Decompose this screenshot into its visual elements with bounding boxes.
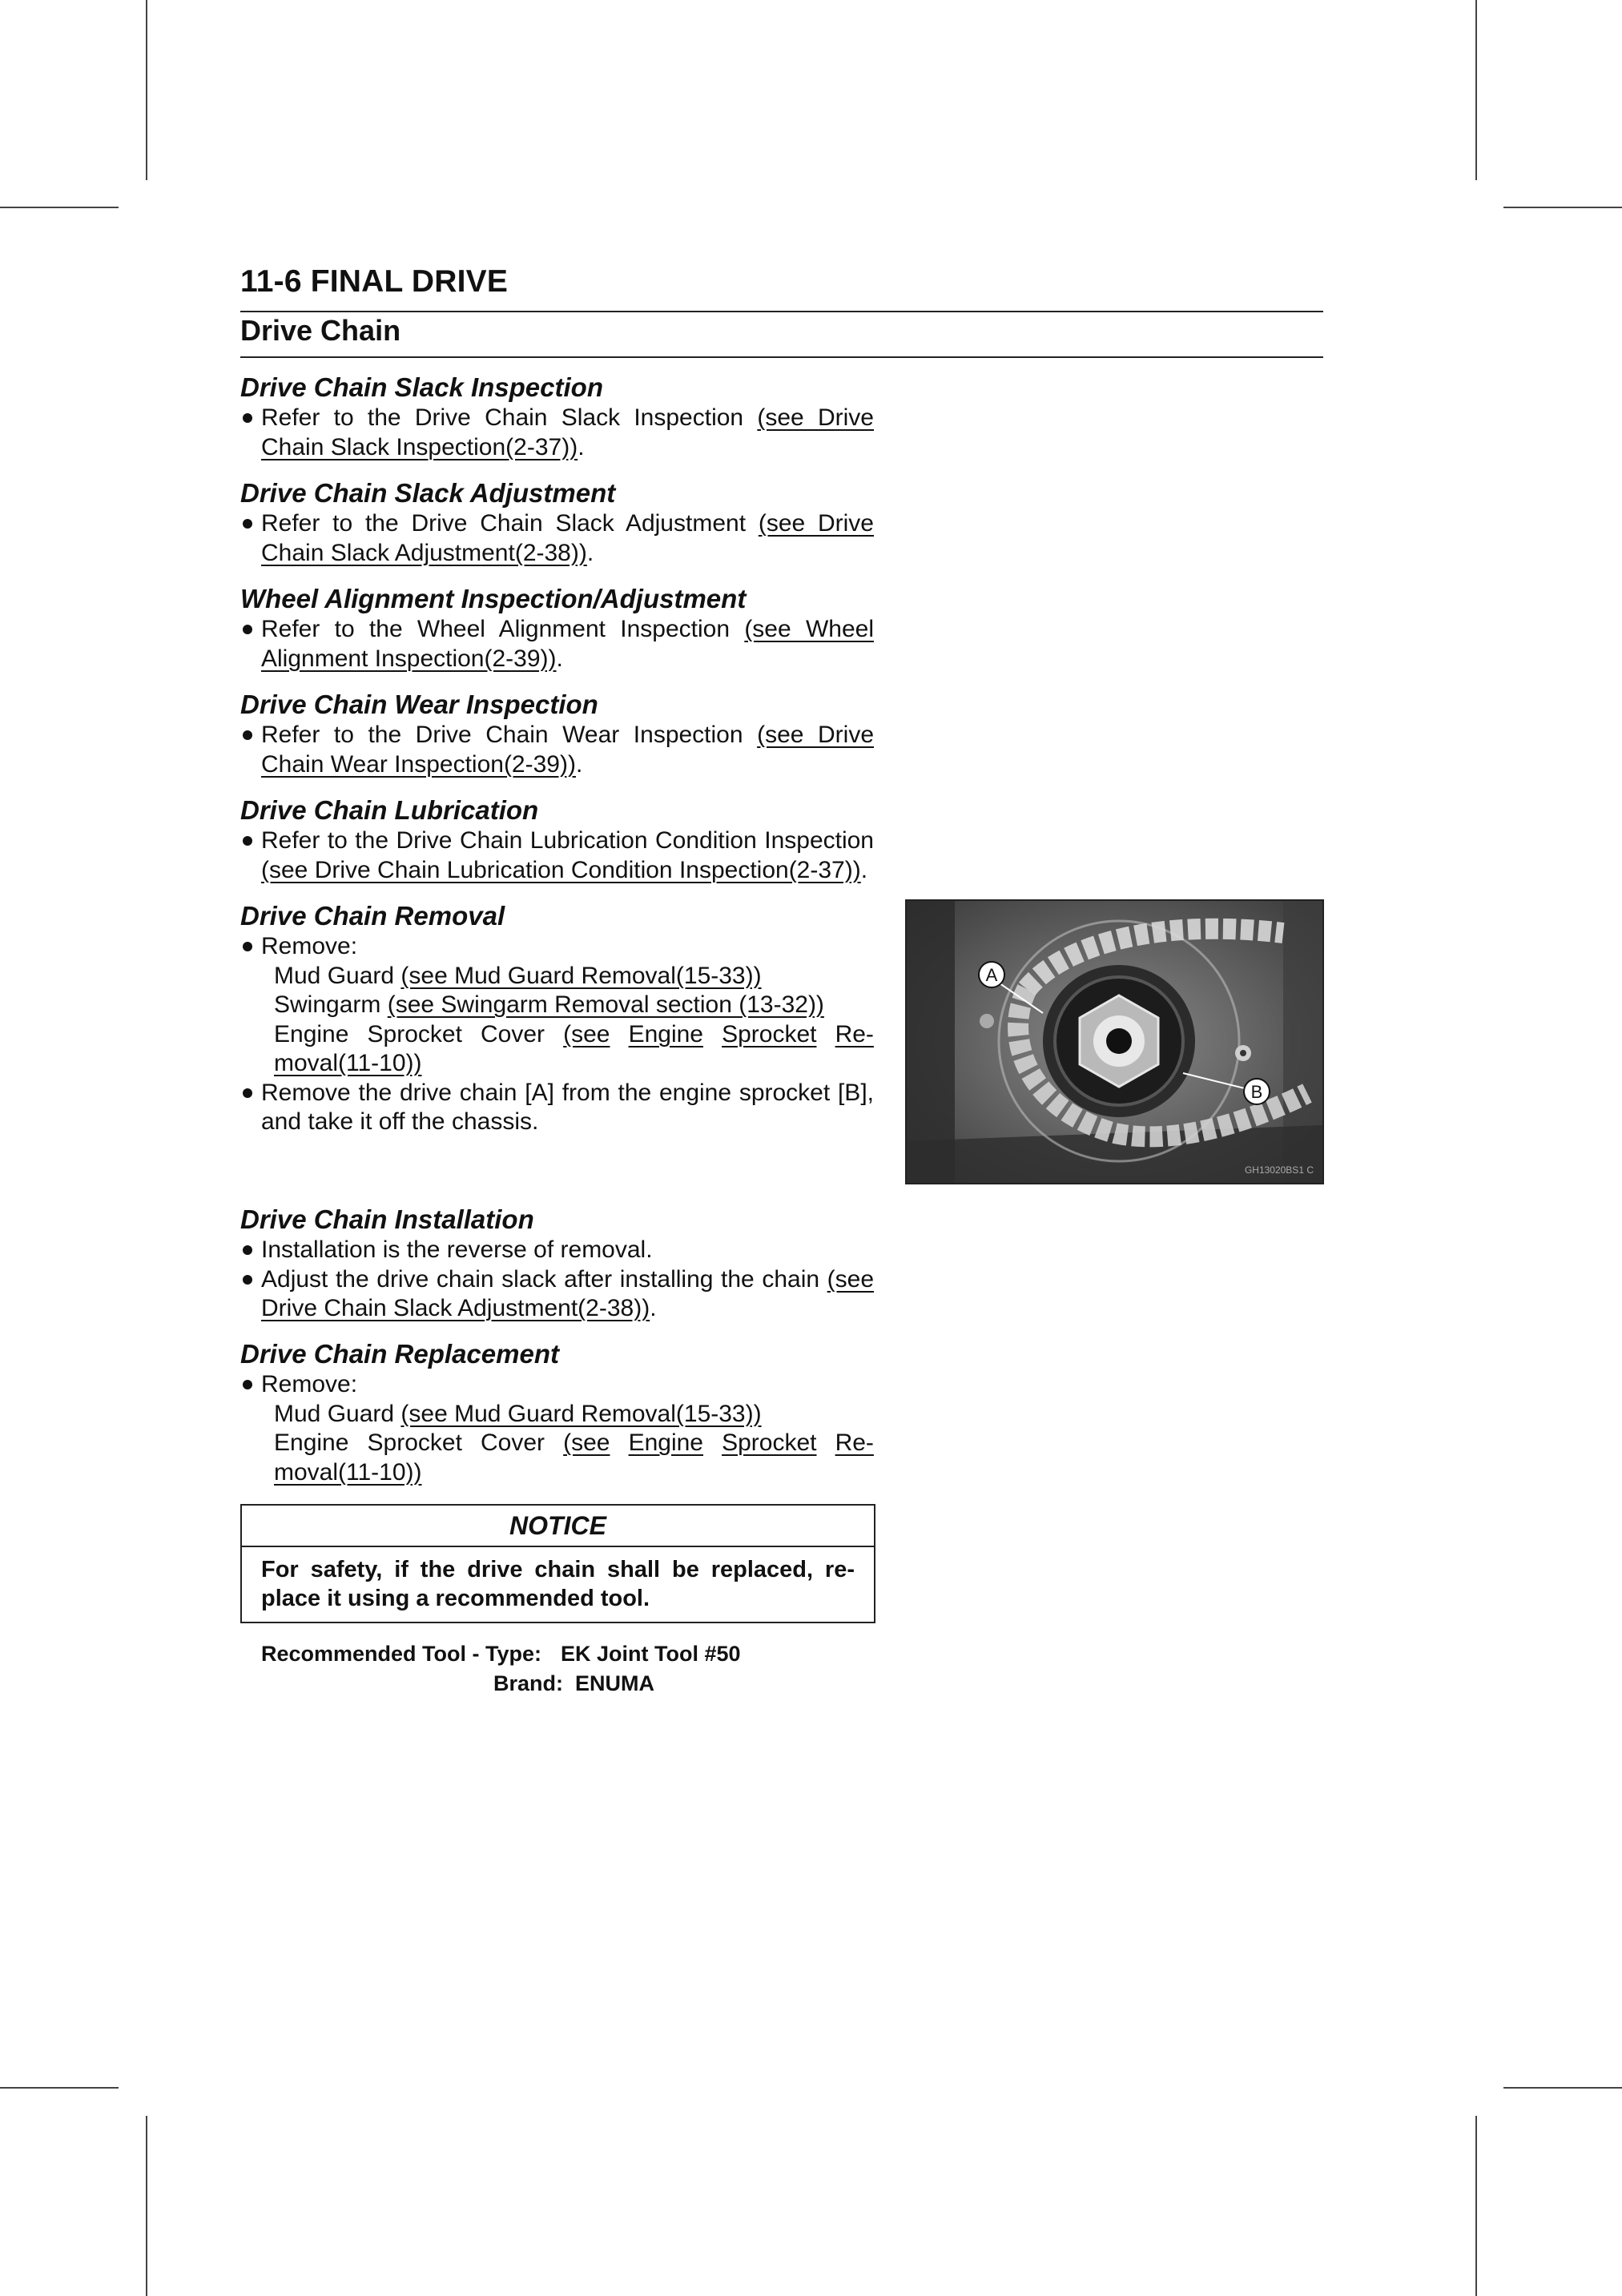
notice-title: NOTICE: [242, 1506, 874, 1547]
wheel-alignment-heading: Wheel Alignment Inspection/Adjustment: [240, 584, 747, 613]
slack-inspection-section: [240, 372, 874, 462]
xref-link[interactable]: Chain Slack Adjustment(2-38)): [261, 539, 587, 566]
xref-link[interactable]: Alignment Inspection(2-39)): [261, 645, 557, 672]
crop-mark: [1503, 2087, 1622, 2089]
removal-heading: Drive Chain Removal: [240, 901, 505, 931]
xref-link[interactable]: (see Drive Chain Lubrication Condition Inspection(2-37)): [261, 856, 861, 883]
callout-label-b: B: [1250, 1082, 1263, 1102]
crop-mark: [0, 2087, 119, 2089]
tool-brand-label: Brand:: [493, 1671, 563, 1695]
xref-link[interactable]: (see Drive: [757, 404, 874, 431]
bullet-icon: [243, 942, 252, 951]
bullet-icon: [243, 1245, 252, 1255]
crop-mark: [1475, 2116, 1477, 2296]
engine-sprocket-illustration: [907, 901, 1322, 1183]
xref-link[interactable]: (see Wheel: [744, 616, 874, 642]
bullet-icon: [243, 413, 252, 423]
crop-mark: [146, 0, 147, 180]
xref-link[interactable]: (see Swingarm Removal section (13-32)): [387, 991, 824, 1018]
xref-link[interactable]: (see Drive: [757, 722, 875, 748]
xref-link[interactable]: Chain Slack Inspection(2-37)): [261, 433, 578, 460]
list-item: Adjust the drive chain slack after installing the chain (see Drive Chain Slack Adjustment(2-38)).: [240, 1265, 874, 1324]
xref-link[interactable]: (see Drive: [758, 510, 874, 537]
crop-mark: [1475, 0, 1477, 180]
list-item: Refer to the Drive Chain Slack Adjustment (see Drive Chain Slack Adjustment(2-38)).: [240, 509, 874, 568]
page-title: 11-6 FINAL DRIVE: [240, 264, 509, 299]
crop-mark: [1503, 207, 1622, 208]
list-item: Installation is the reverse of removal.: [240, 1236, 874, 1265]
bullet-icon: [243, 625, 252, 634]
notice-body: For safety, if the drive chain shall be replaced, re-place it using a recommended tool.: [261, 1557, 855, 1611]
xref-link[interactable]: Chain Wear Inspection(2-39)): [261, 750, 576, 778]
list-item: Refer to the Drive Chain Lubrication Condition Inspection (see Drive Chain Lubrication Condition Inspection(2-37)).: [240, 826, 874, 885]
replacement-heading: Drive Chain Replacement: [240, 1339, 559, 1369]
slack-inspection-heading: Drive Chain Slack Inspection: [240, 372, 603, 402]
photo-code: GH13020BS1 C: [1244, 1164, 1314, 1176]
list-item: Remove: Mud Guard (see Mud Guard Removal(15-33)) Swingarm (see Swingarm Removal section (13-32)) Engine Sprocket Cover (see Engine Sprocket Re- moval(11-10)): [240, 932, 874, 1079]
tool-type-label: Recommended Tool - Type:: [261, 1642, 542, 1666]
xref-link[interactable]: (see Mud Guard Removal(15-33)): [400, 1400, 762, 1427]
lubrication-heading: Drive Chain Lubrication: [240, 795, 539, 825]
wear-inspection-section: [240, 689, 874, 779]
slack-adjustment-heading: Drive Chain Slack Adjustment: [240, 478, 616, 508]
bullet-icon: [243, 1088, 252, 1098]
list-item: Refer to the Drive Chain Wear Inspection (see Drive Chain Wear Inspection(2-39)).: [240, 721, 874, 779]
xref-link[interactable]: Re-: [835, 1020, 874, 1047]
bullet-icon: [243, 519, 252, 529]
list-item: Refer to the Drive Chain Slack Inspection (see Drive Chain Slack Inspection(2-37)).: [240, 404, 874, 462]
section-title: Drive Chain: [240, 314, 401, 347]
crop-mark: [146, 2116, 147, 2296]
xref-link[interactable]: Engine: [628, 1429, 703, 1456]
xref-link[interactable]: moval(11-10)): [274, 1050, 422, 1076]
wear-inspection-heading: Drive Chain Wear Inspection: [240, 690, 598, 719]
header-rule: [240, 311, 1323, 312]
lubrication-section: [240, 794, 874, 885]
bullet-icon: [243, 730, 252, 740]
list-item: Remove: Mud Guard (see Mud Guard Removal(15-33)) Engine Sprocket Cover (see Engine Sprocket Re- moval(11-10)): [240, 1370, 874, 1487]
xref-link[interactable]: Re-: [835, 1429, 874, 1456]
crop-mark: [0, 207, 119, 208]
callout-label-a: A: [985, 965, 998, 985]
xref-link[interactable]: (see: [827, 1265, 874, 1293]
bullet-icon: [243, 1275, 252, 1285]
xref-link[interactable]: Engine: [628, 1020, 703, 1047]
xref-link[interactable]: moval(11-10)): [274, 1458, 422, 1486]
xref-link[interactable]: (see: [563, 1429, 610, 1456]
removal-section: [240, 900, 874, 1137]
drive-chain-photo: [905, 899, 1324, 1184]
tool-brand-value: ENUMA: [575, 1671, 654, 1695]
installation-section: [240, 1204, 874, 1324]
section-rule: [240, 356, 1323, 358]
xref-link[interactable]: Drive Chain Slack Adjustment(2-38)): [261, 1295, 650, 1321]
xref-link[interactable]: Sprocket: [722, 1429, 817, 1456]
slack-adjustment-section: [240, 477, 874, 568]
notice-box: [240, 1504, 875, 1623]
bullet-icon: [243, 836, 252, 846]
wheel-alignment-section: [240, 583, 874, 674]
xref-link[interactable]: (see Mud Guard Removal(15-33)): [400, 962, 762, 989]
bullet-icon: [243, 1380, 252, 1389]
xref-link[interactable]: Sprocket: [722, 1020, 817, 1047]
list-item: Remove the drive chain [A] from the engine sprocket [B], and take it off the chassis.: [240, 1079, 874, 1137]
tool-type-value: EK Joint Tool #50: [561, 1642, 741, 1666]
xref-link[interactable]: (see: [563, 1020, 610, 1047]
replacement-section: [240, 1338, 874, 1487]
installation-heading: Drive Chain Installation: [240, 1204, 534, 1234]
list-item: Refer to the Wheel Alignment Inspection (see Wheel Alignment Inspection(2-39)).: [240, 615, 874, 674]
